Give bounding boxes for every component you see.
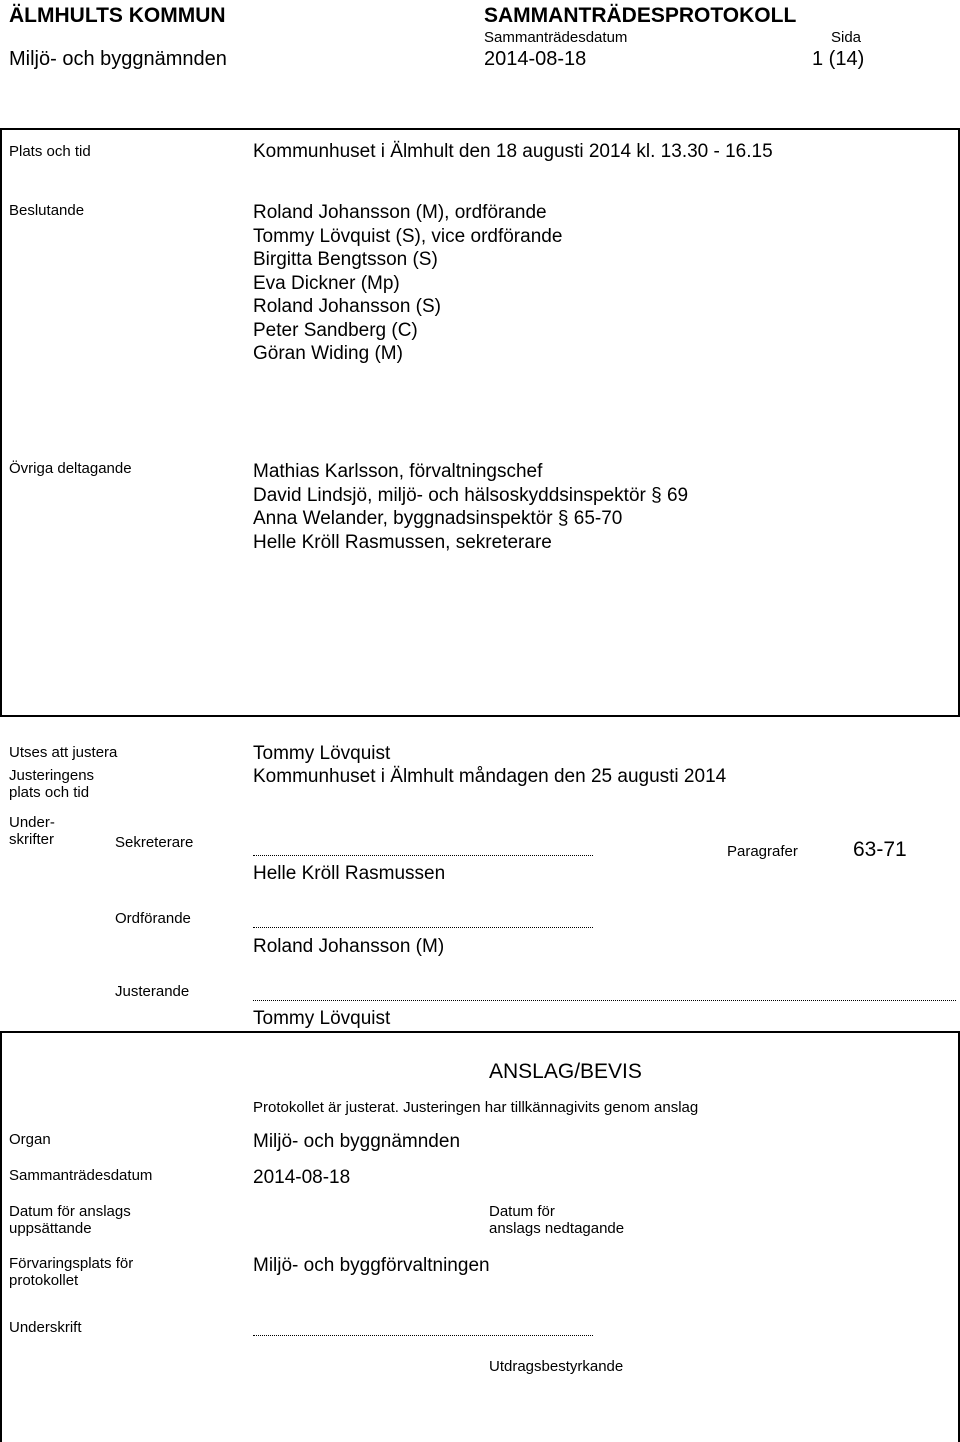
deciders-list bbox=[253, 201, 562, 366]
decider-item: Roland Johansson (M), ordförande bbox=[253, 202, 547, 223]
adjust-place-value: Kommunhuset i Älmhult måndagen den 25 augusti 2014 bbox=[253, 766, 727, 787]
participant-item: David Lindsjö, miljö- och hälsoskyddsinspektör § 69 bbox=[253, 484, 689, 506]
decider-item: Birgitta Bengtsson (S) bbox=[253, 249, 438, 270]
notice-date-label: Sammanträdesdatum bbox=[9, 1167, 153, 1184]
chair-signature-line bbox=[253, 927, 593, 928]
notice-statement: Protokollet är justerat. Justeringen har tillkännagivits genom anslag bbox=[253, 1099, 699, 1116]
notice-title: ANSLAG/BEVIS bbox=[489, 1060, 642, 1083]
chair-name: Roland Johansson (M) bbox=[253, 936, 445, 957]
notice-date-value: 2014-08-18 bbox=[253, 1167, 351, 1188]
adjuster-name: Tommy Lövquist bbox=[253, 1008, 391, 1029]
adjuster-signature-line bbox=[253, 1000, 956, 1001]
signature-label: Underskrift bbox=[9, 1319, 82, 1336]
frame-left-border bbox=[0, 128, 2, 716]
appointed-adjuster-label: Utses att justera bbox=[9, 744, 118, 761]
notice-right-border bbox=[958, 1031, 960, 1442]
organ-label: Organ bbox=[9, 1131, 51, 1148]
removed-date-label: Datum för anslags nedtagande bbox=[489, 1203, 625, 1238]
notice-top-border bbox=[0, 1031, 960, 1033]
municipality-name: ÄLMHULTS KOMMUN bbox=[9, 4, 226, 27]
decider-item: Peter Sandberg (C) bbox=[253, 319, 418, 341]
deciders-label: Beslutande bbox=[9, 202, 85, 219]
posted-date-label: Datum för anslags uppsättande bbox=[9, 1203, 131, 1238]
committee-name: Miljö- och byggnämnden bbox=[9, 48, 227, 70]
paragraphs-value: 63-71 bbox=[853, 838, 907, 861]
decider-item: Göran Widing (M) bbox=[253, 343, 403, 364]
appointed-adjuster-value: Tommy Lövquist bbox=[253, 743, 391, 764]
decider-item: Tommy Lövquist (S), vice ordförande bbox=[253, 225, 563, 247]
document-type: SAMMANTRÄDESPROTOKOLL bbox=[484, 4, 797, 27]
certify-label: Utdragsbestyrkande bbox=[489, 1358, 624, 1375]
participant-item: Anna Welander, byggnadsinspektör § 65-70 bbox=[253, 508, 623, 529]
decider-item: Eva Dickner (Mp) bbox=[253, 272, 400, 294]
page-label: Sida bbox=[831, 29, 862, 46]
secretary-name: Helle Kröll Rasmussen bbox=[253, 863, 446, 884]
other-participants-list bbox=[253, 460, 688, 554]
other-participants-label: Övriga deltagande bbox=[9, 460, 132, 477]
place-time-label: Plats och tid bbox=[9, 143, 91, 160]
secretary-label: Sekreterare bbox=[115, 834, 194, 851]
date-label: Sammanträdesdatum bbox=[484, 29, 628, 46]
frame-bottom-border bbox=[0, 715, 960, 717]
adjust-place-label: Justeringens plats och tid bbox=[9, 767, 95, 802]
decider-item: Roland Johansson (S) bbox=[253, 296, 441, 317]
organ-value: Miljö- och byggnämnden bbox=[253, 1131, 461, 1152]
frame-right-border bbox=[958, 128, 960, 716]
place-time-value: Kommunhuset i Älmhult den 18 augusti 2014 kl. 13.30 - 16.15 bbox=[253, 141, 773, 162]
meeting-date: 2014-08-18 bbox=[484, 48, 587, 70]
frame-top-border bbox=[0, 128, 960, 130]
page-number: 1 (14) bbox=[812, 48, 865, 70]
chair-label: Ordförande bbox=[115, 910, 191, 927]
signatures-label: Under- skrifter bbox=[9, 814, 55, 849]
secretary-signature-line bbox=[253, 855, 593, 856]
storage-value: Miljö- och byggförvaltningen bbox=[253, 1255, 490, 1276]
participant-item: Helle Kröll Rasmussen, sekreterare bbox=[253, 531, 552, 553]
paragraphs-label: Paragrafer bbox=[727, 843, 798, 860]
participant-item: Mathias Karlsson, förvaltningschef bbox=[253, 461, 543, 482]
notice-left-border bbox=[0, 1031, 2, 1442]
notice-signature-line bbox=[253, 1335, 593, 1336]
adjuster-label: Justerande bbox=[115, 983, 190, 1000]
storage-label: Förvaringsplats för protokollet bbox=[9, 1255, 134, 1290]
